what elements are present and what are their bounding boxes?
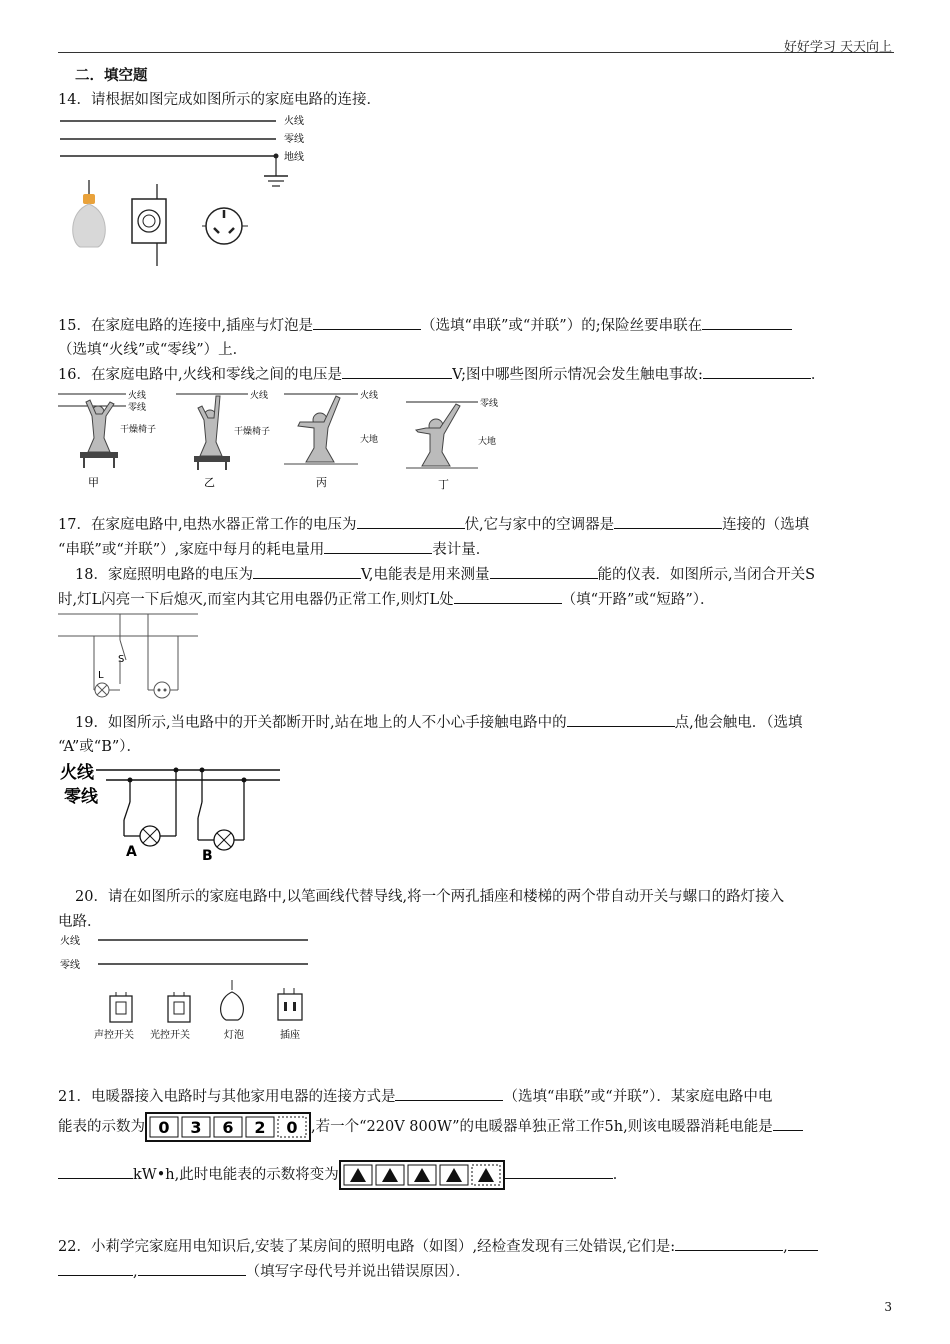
q16-p3-earth: 大地 — [360, 435, 379, 445]
bulb-icon — [221, 980, 244, 1020]
q18-blank-1[interactable] — [253, 564, 361, 579]
q20-figure — [58, 932, 318, 1044]
q19-figure — [58, 758, 298, 866]
q19-point-b: B — [202, 848, 213, 864]
person-icon — [198, 396, 222, 456]
person-icon — [86, 400, 114, 452]
header-rule — [58, 52, 894, 53]
q16-p1-live: 火线 — [128, 391, 147, 401]
q22-text-c: , — [133, 1264, 138, 1280]
q16-label-bing: 丙 — [316, 476, 327, 489]
q19-line-1 — [75, 712, 894, 733]
meter-digit: 0 — [286, 1118, 298, 1137]
meter-answer-box — [339, 1160, 505, 1190]
q16-line — [58, 364, 894, 385]
q18-blank-2[interactable] — [490, 564, 598, 579]
switch-b — [198, 802, 202, 818]
q16-label-jia: 甲 — [88, 476, 99, 489]
q17-line-2 — [58, 539, 894, 560]
q21-text-a: 21．电暖器接入电路时与其他家用电器的连接方式是 — [58, 1089, 396, 1105]
q16-p2-live: 火线 — [250, 391, 269, 401]
q16-text-a: 16．在家庭电路中,火线和零线之间的电压是 — [58, 367, 343, 383]
q21-text-c: 能表的示数为 — [58, 1119, 145, 1135]
q22-blank-1[interactable] — [675, 1236, 783, 1251]
q16-text-c: ． — [810, 367, 826, 383]
q14-figure — [58, 112, 328, 282]
q16-p1-neutral: 零线 — [128, 403, 147, 413]
q15-blank-2[interactable] — [702, 315, 792, 330]
q14-text: 14．请根据如图完成如图所示的家庭电路的连接． — [58, 92, 381, 108]
q18-text-c: 能的仪表．如图所示,当闭合开关S — [597, 567, 816, 583]
q21-text-b: （选填“串联”或“并联”）．某家庭电路中电 — [503, 1089, 773, 1105]
q18-text-b: V,电能表是用来测量 — [360, 567, 490, 583]
person-icon — [298, 396, 340, 462]
switch-a — [124, 802, 130, 820]
q16-p4-neutral: 零线 — [480, 399, 499, 409]
q20-label-light-switch: 光控开关 — [150, 1030, 190, 1041]
q16-p3-live: 火线 — [360, 391, 379, 401]
q20-label-voice-switch: 声控开关 — [94, 1030, 134, 1041]
q22-text-b: , — [783, 1239, 788, 1255]
q21-line-3 — [58, 1160, 894, 1190]
q17-blank-3[interactable] — [324, 539, 432, 554]
q16-p2-chair: 干燥椅子 — [234, 427, 271, 437]
person-icon — [416, 404, 460, 466]
meter-digit: 6 — [222, 1118, 234, 1137]
page-number: 3 — [884, 1300, 892, 1314]
q20-neutral-label: 零线 — [60, 960, 80, 971]
q16-p4-earth: 大地 — [478, 437, 497, 447]
q14-neutral-label: 零线 — [284, 134, 304, 145]
q16-label-yi: 乙 — [204, 476, 215, 489]
q21-line-2 — [58, 1112, 894, 1142]
q14-ground-label: 地线 — [284, 152, 304, 163]
q19-live-label: 火线 — [60, 763, 94, 783]
q19-neutral-label: 零线 — [64, 787, 98, 807]
q16-figure — [58, 386, 508, 494]
q22-text-a: 22．小莉学完家庭用电知识后,安装了某房间的照明电路（如图）,经检查发现有三处错误,它们是: — [58, 1239, 676, 1255]
q17-text-b: 伏,它与家中的空调器是 — [464, 517, 615, 533]
lamp-a-icon — [140, 826, 160, 846]
q19-line-2: “A”或“B”）． — [58, 739, 142, 755]
q17-blank-2[interactable] — [614, 514, 722, 529]
q20-label-socket: 插座 — [280, 1030, 300, 1041]
q18-label-l: L — [98, 670, 104, 681]
section-title: 二．填空题 — [75, 67, 148, 84]
q17-line-1 — [58, 514, 894, 535]
q21-text-d: ,若一个“220V 800W”的电暖器单独正常工作5h,则该电暖器消耗电能是 — [311, 1119, 773, 1135]
q20-line-2: 电路． — [58, 914, 102, 930]
q15-text-b: （选填“串联”或“并联”）的;保险丝要串联在 — [421, 318, 703, 334]
q21-blank-1[interactable] — [395, 1086, 503, 1101]
lamp-b-icon — [214, 830, 234, 850]
q20-live-label: 火线 — [60, 936, 80, 947]
voice-switch-icon — [110, 992, 132, 1022]
q20-line-1: 20．请在如图所示的家庭电路中,以笔画线代替导线,将一个两孔插座和楼梯的两个带自动开关与螺口的路灯接入 — [75, 889, 785, 905]
q15-text-a: 15．在家庭电路的连接中,插座与灯泡是 — [58, 318, 314, 334]
q21-blank-4[interactable] — [505, 1164, 613, 1179]
q16-label-ding: 丁 — [438, 478, 449, 491]
q18-blank-3[interactable] — [454, 589, 562, 604]
q18-text-a: 18．家庭照明电路的电压为 — [75, 567, 253, 583]
q21-line-1 — [58, 1086, 894, 1107]
q22-blank-2b[interactable] — [58, 1261, 133, 1276]
q21-blank-2[interactable] — [773, 1116, 803, 1131]
q22-blank-3[interactable] — [138, 1261, 246, 1276]
q18-text-d: 时,灯L闪亮一下后熄灭,而室内其它用电器仍正常工作,则灯L处 — [58, 592, 454, 608]
meter-digit: 2 — [254, 1118, 266, 1137]
q16-p1-chair: 干燥椅子 — [120, 425, 157, 435]
q14-live-label: 火线 — [284, 116, 304, 127]
three-pin-socket-icon — [202, 208, 248, 244]
q19-point-a: A — [126, 844, 137, 860]
q15-line-2: （选填“火线”或“零线”）上． — [58, 342, 248, 358]
switch-icon — [132, 184, 166, 266]
light-switch-icon — [168, 992, 190, 1022]
q16-text-b: V;图中哪些图所示情况会发生触电事故: — [452, 367, 703, 383]
lamp-icon — [95, 683, 109, 697]
q17-text-e: 表计量． — [432, 542, 491, 558]
page-header: 好好学习 天天向上 — [783, 40, 892, 55]
q19-text-a: 19．如图所示,当电路中的开关都断开时,站在地上的人不小心手接触电路中的 — [75, 715, 567, 731]
meter-digit: 0 — [158, 1118, 170, 1137]
q22-line-1 — [58, 1236, 894, 1257]
meter-digit: 3 — [190, 1118, 202, 1137]
q19-blank-1[interactable] — [567, 712, 675, 727]
q21-text-e: kW•h,此时电能表的示数将变为 — [133, 1167, 339, 1183]
q15-blank-1[interactable] — [313, 315, 421, 330]
q17-text-c: 连接的（选填 — [722, 517, 810, 533]
q18-figure — [58, 610, 208, 702]
q15-line-1 — [58, 315, 894, 336]
q18-text-e: （填“开路”或“短路”）． — [561, 592, 715, 608]
q18-line-1 — [75, 564, 894, 585]
q16-blank-1[interactable] — [342, 364, 452, 379]
q22-line-2 — [58, 1261, 894, 1282]
q17-text-a: 17．在家庭电路中,电热水器正常工作的电压为 — [58, 517, 357, 533]
bulb-icon — [73, 180, 106, 247]
q18-label-s: S — [118, 654, 125, 665]
q22-blank-2a[interactable] — [788, 1236, 818, 1251]
meter-reading — [145, 1112, 311, 1142]
socket-icon — [278, 988, 302, 1020]
appliance-icon — [154, 682, 170, 698]
q18-line-2 — [58, 589, 894, 610]
q19-text-b: 点,他会触电．（选填 — [674, 715, 803, 731]
q17-text-d: “串联”或“并联”）,家庭中每月的耗电量用 — [58, 542, 325, 558]
q21-blank-3[interactable] — [58, 1164, 133, 1179]
q20-label-bulb: 灯泡 — [224, 1030, 244, 1041]
q21-text-f: ． — [612, 1167, 628, 1183]
q17-blank-1[interactable] — [357, 514, 465, 529]
q22-text-d: （填写字母代号并说出错误原因）． — [245, 1264, 471, 1280]
q16-blank-2[interactable] — [703, 364, 811, 379]
